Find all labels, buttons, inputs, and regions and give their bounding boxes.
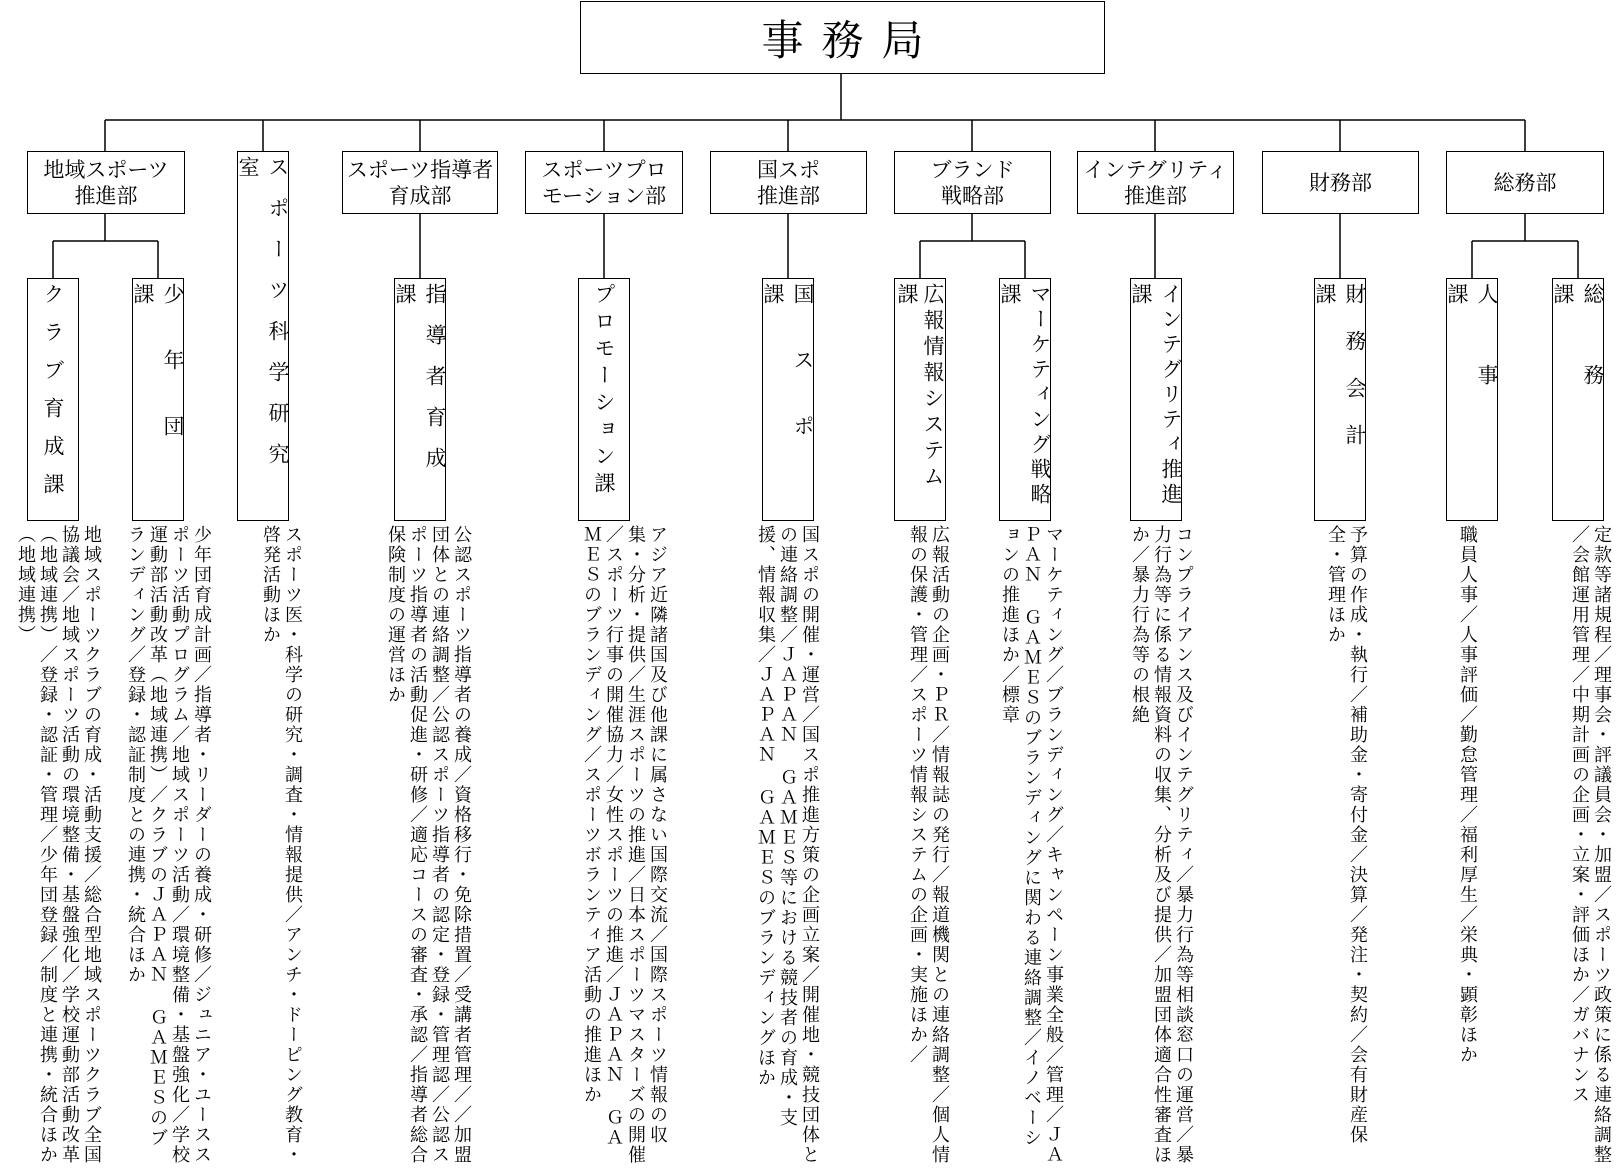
dept-zaimu-box bbox=[1262, 151, 1419, 214]
dept-name-line: 推進部 bbox=[74, 183, 138, 208]
section-shidosha-box bbox=[394, 278, 446, 521]
section-shonendan-box bbox=[132, 278, 184, 521]
dept-brand-box bbox=[894, 151, 1051, 214]
section-jinji-box bbox=[1446, 278, 1498, 521]
section-kokuspo-box bbox=[762, 278, 814, 521]
dept-chiiki-box bbox=[27, 151, 185, 214]
duties-promotion: アジア近隣諸国及び他課に属さない国際交流／国際スポーツ情報の収集・分析・提供／生涯スポーツの推進／日本スポーツマスターズの開催／スポーツ行事の開催協力／女性スポーツの推進／ＪＡＰＡＮ ＧＡＭＥＳのブランディング／スポーツボランティア活動の推進ほか bbox=[581, 525, 668, 1165]
dept-promotion-box bbox=[525, 151, 683, 214]
section-name: 総務課 bbox=[1551, 283, 1605, 445]
duties-shonendan: 少年団育成計画／指導者・リーダーの養成・研修／ジュニア・ユーススポーツ活動プログラム／地域スポーツ活動／環境整備・基盤強化／学校運動部活動改革（地域連携）／クラブのＪＡＰＡＮ ＧＡＭＥＳのブランディング／登録・認証制度との連携・統合ほか bbox=[125, 525, 212, 1165]
section-zaimu-box bbox=[1314, 278, 1366, 521]
dept-name-line: 推進部 bbox=[757, 183, 820, 208]
section-marketing-box bbox=[999, 278, 1051, 521]
section-name: インテグリティ推進課 bbox=[1129, 283, 1183, 508]
duties-somu: 定款等諸規程／理事会・評議員会・加盟／スポーツ政策に係る連絡調整／会館運用管理／中期計画の企画・立案・評価ほか／ガバナンス bbox=[1569, 525, 1612, 1165]
dept-name-line: 育成部 bbox=[388, 183, 452, 208]
section-somu-box bbox=[1552, 278, 1604, 521]
dept-name-line: スポーツプロ bbox=[541, 157, 667, 182]
section-name: プロモーション課 bbox=[592, 283, 616, 499]
section-integrity-box bbox=[1130, 278, 1182, 521]
dept-name-line: スポーツ指導者 bbox=[346, 157, 494, 182]
dept-integrity-box bbox=[1077, 151, 1234, 214]
duties-zaimu: 予算の作成・執行／補助金・寄付金／決算／発注・契約／会有財産保全・管理ほか bbox=[1325, 525, 1368, 1145]
dept-name-line: インテグリティ bbox=[1083, 157, 1228, 182]
section-promotion-box bbox=[578, 278, 630, 521]
top-office-title: 事務局 bbox=[761, 15, 942, 65]
duties-marketing: マーケティング／ブランディング／キャンペーン事業全般／管理／ＪＡＰＡＮ ＧＡＭＥＳのブランディングに関わる連絡調整／イノベーションの推進ほか／標章 bbox=[999, 525, 1064, 1165]
duties-koho: 広報活動の企画・ＰＲ／情報誌の発行／報道機関との連絡調整／個人情報の保護・管理／スポーツ情報システムの企画・実施ほか／ bbox=[907, 525, 950, 1165]
dept-name-line: 国スポ bbox=[757, 157, 820, 182]
dept-shidosha-box bbox=[342, 151, 498, 214]
dept-name-line: 地域スポーツ bbox=[43, 157, 169, 182]
duties-shidosha: 公認スポーツ指導者の養成／資格移行・免除措置／受講者管理／／加盟団体との連絡調整／公認スポーツ指導者の認定・登録・管理認／公認スポーツ指導者の活動促進・研修／適応コースの審査・承認／指導者総合保険制度の運営ほか bbox=[385, 525, 472, 1165]
dept-name-vertical: スポーツ科学研究室 bbox=[236, 156, 290, 484]
section-name: 少年団課 bbox=[131, 283, 185, 481]
section-club-box bbox=[27, 278, 79, 521]
duties-integrity: コンプライアンス及びインテグリティ／暴力行為等相談窓口の運営／暴力行為等に係る情報資料の収集、分析及び提供／加盟団体適合性審査ほか／暴力行為等の根絶 bbox=[1129, 525, 1194, 1165]
duties-club: 地域スポーツクラブの育成・活動支援／総合型地域スポーツクラブ全国協議会／地域スポーツ活動の環境整備・基盤強化／学校運動部活動改革（地域連携）／登録・認証・管理／少年団登録／制度と連携・統合ほか（地域連携） bbox=[15, 525, 102, 1165]
section-name: 国スポ課 bbox=[761, 283, 815, 481]
dept-name-line: 財務部 bbox=[1309, 170, 1372, 195]
dept-name-line: 推進部 bbox=[1124, 183, 1187, 208]
section-name: 広報情報システム課 bbox=[895, 283, 945, 491]
dept-name-line: ブランド bbox=[930, 157, 1015, 182]
section-name: 人事課 bbox=[1445, 283, 1499, 445]
dept-name-line: 総務部 bbox=[1493, 170, 1557, 195]
section-name: クラブ育成課 bbox=[41, 283, 65, 511]
section-name: 指導者育成課 bbox=[393, 283, 447, 488]
dept-kokuspo-box bbox=[710, 151, 867, 214]
duties-kokuspo: 国スポの開催・運営／国スポ推進方策の企画立案／開催地・競技団体との連絡調整／ＪＡＰＡＮ ＧＡＭＥＳ等における競技者の育成・支援、情報収集／ＪＡＰＡＮ ＧＡＭＥＳのブランディングほか bbox=[755, 525, 820, 1165]
dept-somu-box bbox=[1446, 151, 1604, 214]
duties-sports-science: スポーツ医・科学の研究・調査・情報提供／アンチ・ドーピング教育・啓発活動ほか bbox=[260, 525, 303, 1165]
section-name: 財務会計課 bbox=[1313, 283, 1367, 471]
dept-name-line: 戦略部 bbox=[941, 183, 1004, 208]
top-office-box bbox=[580, 1, 1105, 74]
section-name: マーケティング戦略課 bbox=[998, 283, 1052, 508]
dept-name-line: モーション部 bbox=[541, 183, 667, 208]
duties-jinji: 職員人事／人事評価／勤怠管理／福利厚生／栄典・顕彰ほか bbox=[1457, 525, 1478, 1065]
dept-sports-science-box bbox=[237, 151, 289, 521]
section-koho-box bbox=[894, 278, 946, 521]
